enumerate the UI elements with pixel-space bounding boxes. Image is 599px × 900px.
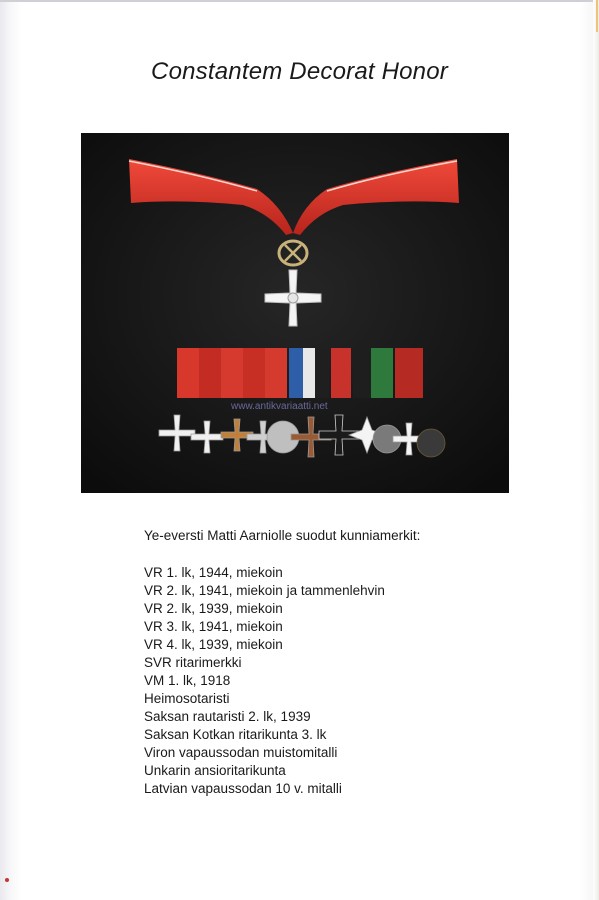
list-item: VR 4. lk, 1939, miekoin [144, 637, 283, 652]
decorations-intro: Ye-eversti Matti Aarniolle suodut kunniamerkit: [144, 528, 421, 543]
medal-ribbons-row [177, 348, 423, 398]
photo-watermark: www.antikvariaatti.net [231, 401, 328, 412]
list-item: VM 1. lk, 1918 [144, 673, 231, 688]
list-item: VR 3. lk, 1941, miekoin [144, 619, 283, 634]
list-item: VR 1. lk, 1944, miekoin [144, 565, 283, 580]
page-top-edge [0, 0, 599, 2]
page-right-edge [593, 0, 599, 900]
list-item: Unkarin ansioritarikunta [144, 763, 286, 778]
list-item: VR 2. lk, 1941, miekoin ja tammenlehvin [144, 583, 385, 598]
list-item: SVR ritarimerkki [144, 655, 242, 670]
list-item: Saksan rautaristi 2. lk, 1939 [144, 709, 311, 724]
page-mark [5, 878, 9, 882]
list-item: Saksan Kotkan ritarikunta 3. lk [144, 727, 327, 742]
page-color-tab [596, 0, 598, 32]
medals-photo [81, 133, 509, 493]
list-item: Latvian vapaussodan 10 v. mitalli [144, 781, 342, 796]
list-item: VR 2. lk, 1939, miekoin [144, 601, 283, 616]
page-title: Constantem Decorat Honor [151, 58, 448, 85]
decorations-list [144, 564, 385, 798]
list-item: Viron vapaussodan muistomitalli [144, 745, 338, 760]
list-item: Heimosotaristi [144, 691, 230, 706]
